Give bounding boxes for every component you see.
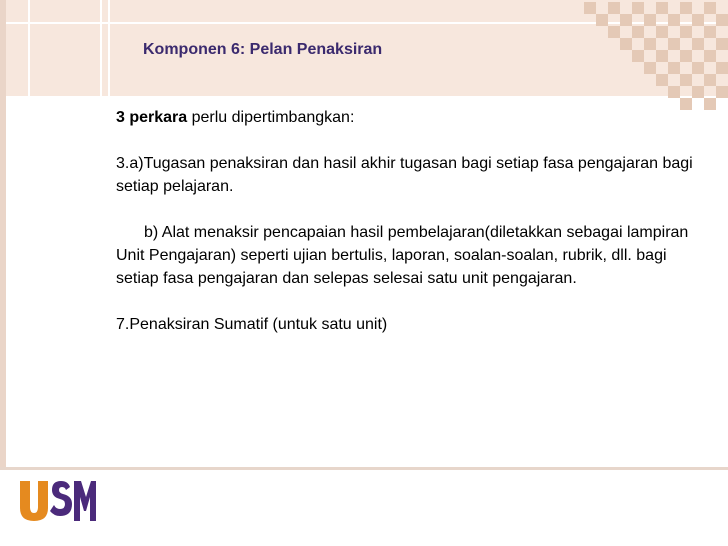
- band-divider: [108, 0, 110, 98]
- checker-square: [644, 38, 656, 50]
- checker-square: [704, 2, 716, 14]
- left-rule: [0, 0, 6, 470]
- checker-square: [668, 14, 680, 26]
- checker-square: [620, 14, 632, 26]
- checker-square: [668, 86, 680, 98]
- checker-square: [656, 2, 668, 14]
- band-divider: [28, 0, 30, 98]
- checker-square: [680, 74, 692, 86]
- checker-square: [608, 26, 620, 38]
- intro-bold: 3 perkara: [116, 109, 188, 126]
- checker-square: [596, 14, 608, 26]
- checker-square: [632, 50, 644, 62]
- checker-square: [692, 86, 704, 98]
- checker-square: [692, 14, 704, 26]
- checker-square: [620, 38, 632, 50]
- footer-rule: [0, 467, 728, 470]
- checker-square: [716, 14, 728, 26]
- checker-square: [656, 50, 668, 62]
- checker-square: [668, 62, 680, 74]
- checker-square: [608, 2, 620, 14]
- intro-line: [116, 106, 696, 129]
- checker-square: [692, 38, 704, 50]
- checker-square: [656, 26, 668, 38]
- checker-square: [656, 74, 668, 86]
- band-divider: [100, 0, 102, 98]
- checker-square: [716, 86, 728, 98]
- checker-square: [644, 62, 656, 74]
- usm-logo: [18, 475, 96, 527]
- checker-square: [704, 26, 716, 38]
- slide-body: [116, 106, 696, 336]
- item-3a: 3.a)Tugasan penaksiran dan hasil akhir tugasan bagi setiap fasa pengajaran bagi setiap pelajaran.: [116, 155, 693, 195]
- checker-square: [632, 26, 644, 38]
- checker-square: [704, 74, 716, 86]
- checker-square: [716, 62, 728, 74]
- checker-square: [704, 98, 716, 110]
- checker-square: [680, 50, 692, 62]
- checker-square: [668, 38, 680, 50]
- checker-square: [632, 2, 644, 14]
- intro-text: perlu dipertimbangkan:: [187, 109, 355, 126]
- checker-square: [716, 38, 728, 50]
- checker-square: [680, 2, 692, 14]
- checker-square: [680, 26, 692, 38]
- checker-square: [704, 50, 716, 62]
- checker-square: [692, 62, 704, 74]
- item-7: 7.Penaksiran Sumatif (untuk satu unit): [116, 316, 388, 333]
- checker-decoration: [580, 0, 728, 110]
- item-3b: b) Alat menaksir pencapaian hasil pembelajaran(diletakkan sebagai lampiran Unit Pengajaran) seperti ujian bertulis, laporan, soalan-soalan, rubrik, dll. bagi setiap fasa pengajaran dan selepas selesai satu unit pengajaran.: [116, 224, 689, 287]
- checker-square: [584, 2, 596, 14]
- slide-title: Komponen 6: Pelan Penaksiran: [143, 41, 383, 58]
- checker-square: [644, 14, 656, 26]
